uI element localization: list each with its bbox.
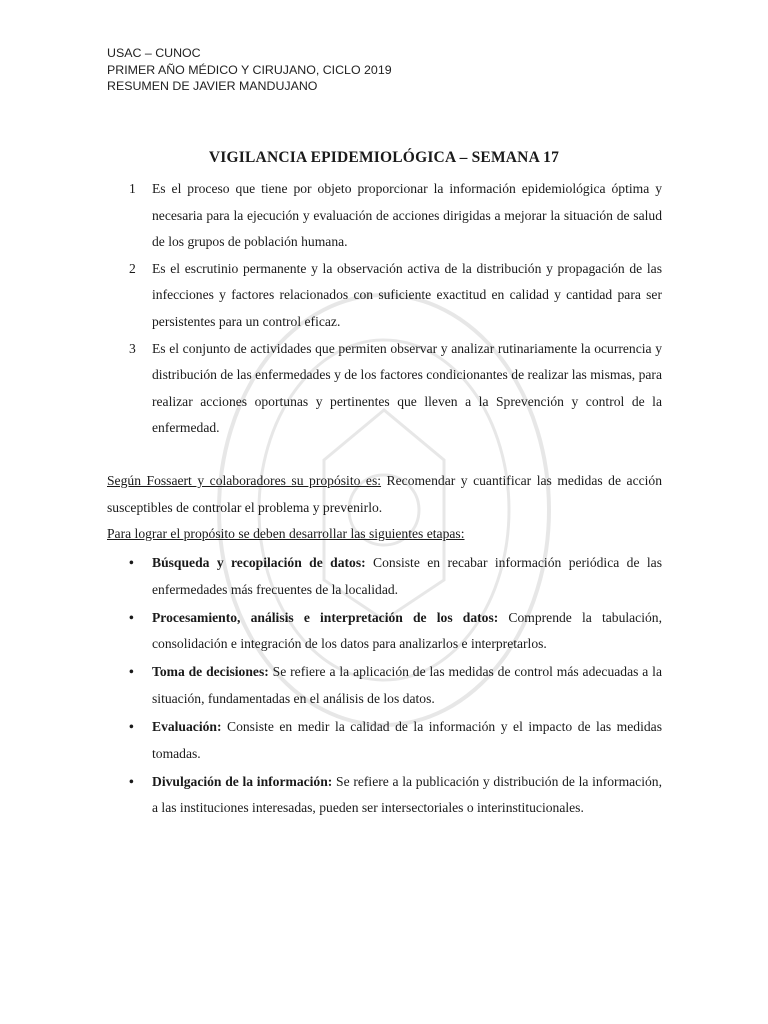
list-item (129, 769, 662, 822)
header-course: PRIMER AÑO MÉDICO Y CIRUJANO, CICLO 2019 (107, 62, 392, 77)
stage-term: Divulgación de la información: (152, 773, 333, 789)
definition-item (129, 176, 662, 256)
stages-list (129, 550, 662, 823)
stage-term: Búsqueda y recopilación de datos: (152, 555, 366, 570)
definition-text: Es el escrutinio permanente y la observación activa de la distribución y propagación de las infecciones y factores relacionados con suficiente exactitud en calidad y cantidad para ser persistentes para un control eficaz. (152, 260, 662, 329)
list-item (129, 550, 662, 603)
definition-number: 2 (129, 260, 136, 276)
header-author: RESUMEN DE JAVIER MANDUJANO (107, 79, 318, 93)
bullet-icon: • (129, 664, 134, 680)
bullet-icon: • (129, 555, 134, 570)
page-title: VIGILANCIA EPIDEMIOLÓGICA – SEMANA 17 (208, 149, 560, 166)
stages-intro (107, 521, 662, 548)
stage-text: Consiste en medir la calidad de la información y el impacto de las medidas tomadas. (152, 719, 662, 761)
purpose-paragraph (107, 468, 662, 521)
stage-content (152, 769, 662, 822)
bullet-icon: • (129, 719, 134, 735)
stage-text: Comprende la tabulación, consolidación e integración de los datos para analizarlos e interpretarlos. (152, 609, 662, 652)
stage-text: Se refiere a la aplicación de las medidas de control más adecuadas a la situación, fundamentadas en el análisis de los datos. (152, 664, 662, 706)
stage-content (152, 714, 662, 767)
definition-number: 1 (129, 181, 136, 196)
stage-text: Consiste en recabar información periódica de las enfermedades más frecuentes de la localidad. (152, 555, 663, 597)
stage-term: Toma de decisiones: (152, 664, 269, 680)
purpose-text: Recomendar y cuantificar las medidas de acción susceptibles de controlar el problema y prevenirlo. (107, 473, 663, 515)
definition-text: Es el proceso que tiene por objeto proporcionar la información epidemiológica óptima y necesaria para la ejecución y evaluación de acciones dirigidas a mejorar la situación de salud de los grupos de población humana. (152, 181, 662, 250)
definition-item (129, 336, 662, 442)
bullet-icon: • (129, 609, 134, 625)
stage-content (152, 659, 662, 712)
header-institution: USAC – CUNOC (107, 46, 201, 60)
stage-text: Se refiere a la publicación y distribución de la información, a las instituciones interesadas, pueden ser intersectoriales o interinstitucionales. (152, 773, 662, 816)
definition-text: Es el conjunto de actividades que permiten observar y analizar rutinariamente la ocurrencia y distribución de las enfermedades y de los factores condicionantes de realizar las mismas, para realizar acciones oportunas y pertinentes que lleven a la Sprevención y control de la enfermedad. (152, 340, 662, 436)
document-header (107, 45, 392, 95)
definition-item (129, 256, 662, 336)
bullet-icon: • (129, 773, 134, 789)
definition-number: 3 (129, 340, 136, 356)
list-item (129, 714, 662, 767)
stages-intro-text: Para lograr el propósito se deben desarrollar las siguientes etapas: (107, 526, 465, 542)
list-item (129, 605, 662, 658)
stage-term: Procesamiento, análisis e interpretación de los datos: (152, 609, 499, 625)
definitions-list (129, 176, 662, 442)
list-item (129, 659, 662, 712)
stage-content (152, 550, 662, 603)
stage-content (152, 605, 662, 658)
purpose-lead: Según Fossaert y colaboradores su propósito es: (107, 473, 382, 488)
stage-term: Evaluación: (152, 719, 222, 735)
purpose-section (107, 468, 662, 548)
